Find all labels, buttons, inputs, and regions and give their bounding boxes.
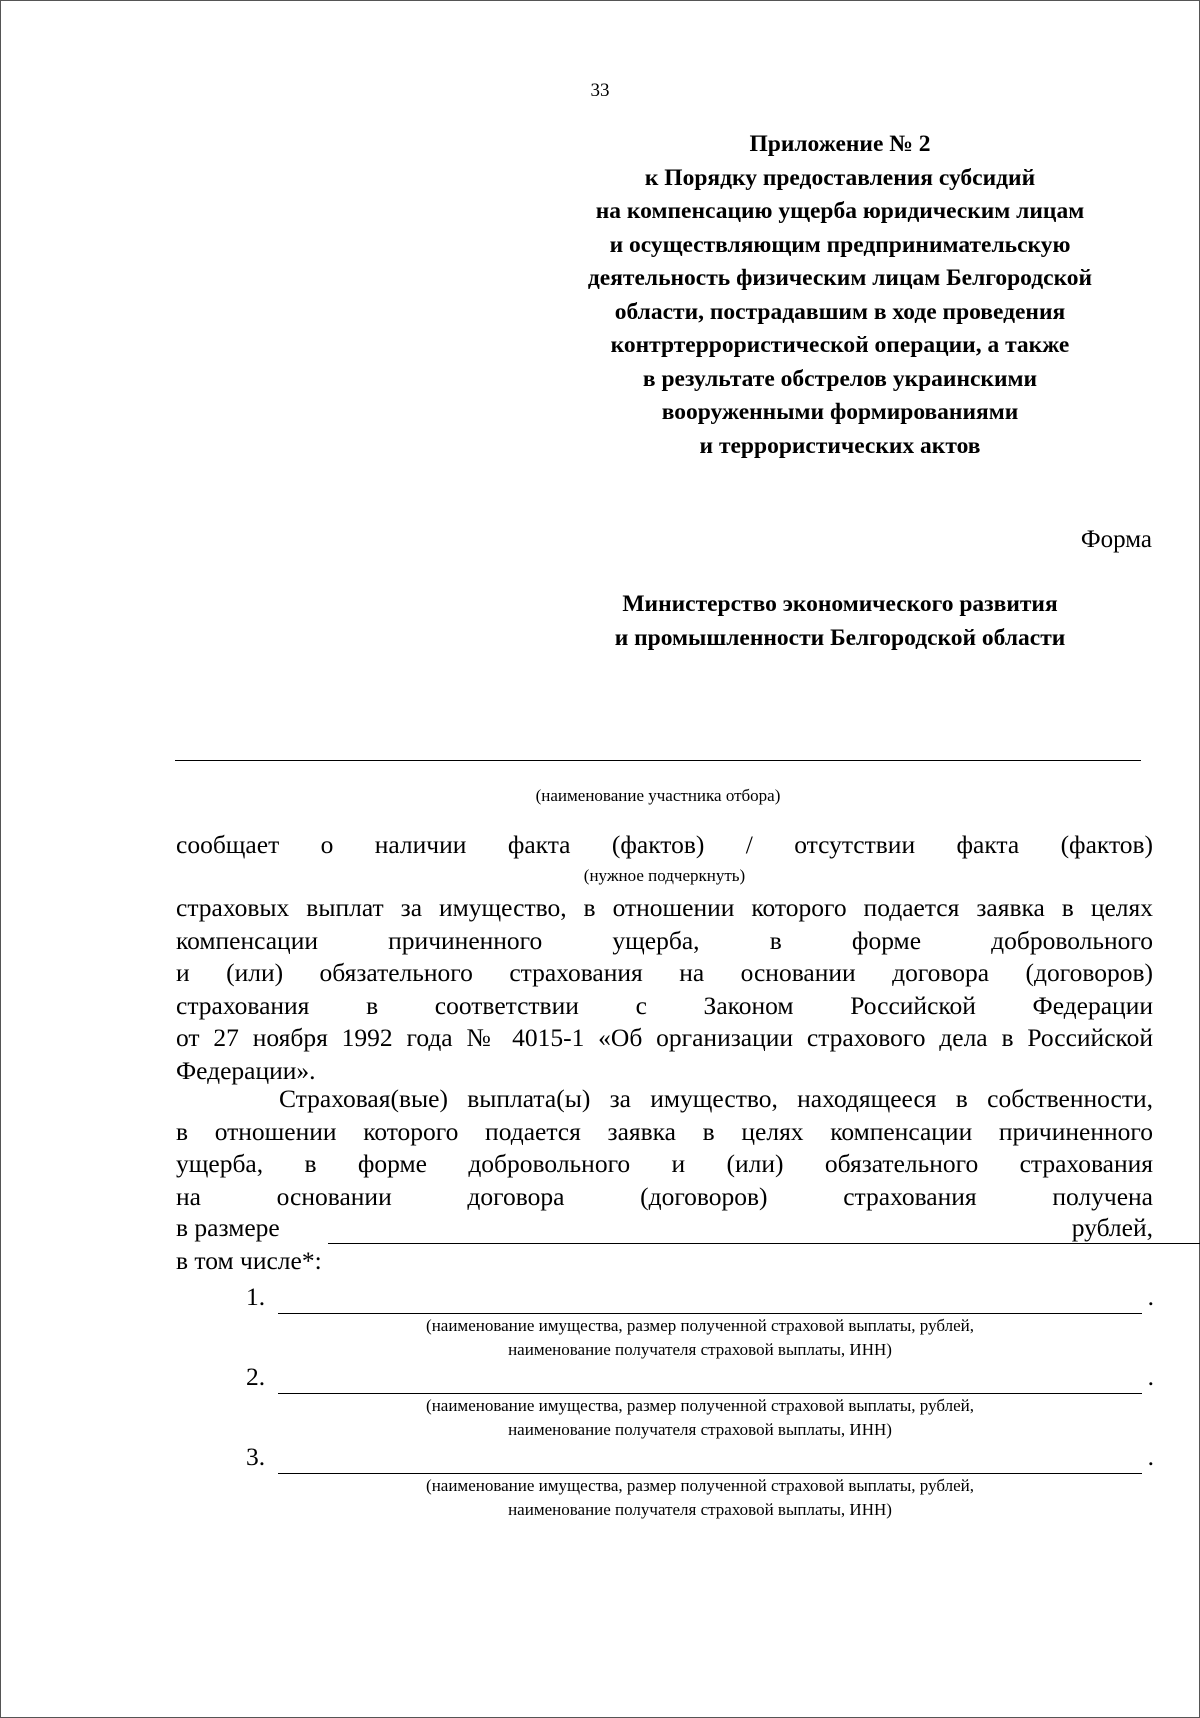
appendix-line: к Порядку предоставления субсидий: [644, 164, 1036, 191]
amount-unit: рублей,: [1071, 1213, 1153, 1242]
text-line: и (или) обязательного страхования на основании договора (договоров): [176, 958, 1153, 987]
word: сообщает: [176, 830, 280, 859]
participant-name-blank[interactable]: [175, 760, 1141, 761]
item-number: 3.: [246, 1442, 266, 1471]
text-line: Федерации».: [176, 1055, 316, 1085]
text-line: в отношении которого подается заявка в целях компенсации причиненного: [176, 1116, 1153, 1146]
appendix-line: в результате обстрелов украинскими: [642, 365, 1038, 392]
caption-line: наименование получателя страховой выплаты, ИНН): [508, 1420, 892, 1439]
appendix-line: и осуществляющим предпринимательскую: [609, 231, 1071, 258]
appendix-line: Приложение № 2: [749, 131, 931, 157]
list-item: [246, 1282, 1154, 1316]
item-caption: [290, 1314, 1110, 1362]
participant-caption: (наименование участника отбора): [535, 786, 781, 805]
paragraph2: [176, 1083, 1153, 1213]
appendix-line: контртеррористической операции, а также: [610, 332, 1070, 358]
caption-line: наименование получателя страховой выплаты, ИНН): [508, 1340, 892, 1359]
text-line: страховых выплат за имущество, в отношении которого подается заявка в целях: [176, 893, 1153, 922]
word: /: [745, 830, 753, 859]
amount-label: в размере: [176, 1213, 280, 1242]
caption-line: (наименование имущества, размер полученной страховой выплаты, рублей,: [426, 1476, 974, 1495]
appendix-line: области, пострадавшим в ходе проведения: [614, 298, 1066, 325]
form-label: Форма: [1080, 526, 1152, 553]
text-line: от 27 ноября 1992 года № 4015-1 «Об организации страхового дела в Российской: [176, 1023, 1153, 1052]
text-line: компенсации причиненного ущерба, в форме добровольного: [176, 925, 1153, 955]
ministry-line: и промышленности Белгородской области: [614, 624, 1066, 651]
ministry-line: Министерство экономического развития: [622, 591, 1058, 617]
caption-line: (наименование имущества, размер полученной страховой выплаты, рублей,: [426, 1316, 974, 1335]
page-number: 33: [590, 80, 610, 101]
appendix-line: деятельность физическим лицам Белгородской: [587, 265, 1093, 291]
appendix-line: вооруженными формированиями: [661, 399, 1019, 425]
word: (фактов): [1060, 830, 1154, 859]
text-line: страхования в соответствии с Законом Российской Федерации: [176, 990, 1153, 1020]
word: о наличии: [320, 830, 467, 859]
paragraph1: [176, 892, 1153, 1087]
text-line: на основании договора (договоров) страхования получена: [176, 1181, 1153, 1211]
item-caption: [290, 1394, 1110, 1442]
ministry-title: [540, 588, 1140, 655]
text-line: Страховая(вые) выплата(ы) за имущество, находящееся в собственности,: [279, 1084, 1153, 1113]
item-end: .: [1147, 1282, 1154, 1311]
caption-line: (наименование имущества, размер полученной страховой выплаты, рублей,: [426, 1396, 974, 1415]
underline-note: (нужное подчеркнуть): [583, 866, 746, 885]
text-line: ущерба, в форме добровольного и (или) обязательного страхования: [176, 1149, 1153, 1178]
item-end: .: [1147, 1362, 1154, 1391]
payment-amount-row: [176, 1213, 1153, 1247]
word: отсутствии: [794, 830, 916, 859]
item-number: 2.: [246, 1362, 266, 1391]
appendix-line: на компенсацию ущерба юридическим лицам: [595, 198, 1085, 224]
item-number: 1.: [246, 1282, 266, 1311]
list-item: [246, 1442, 1154, 1476]
paragraph1-first-line: [176, 829, 1153, 862]
word: (фактов): [611, 830, 705, 859]
caption-line: наименование получателя страховой выплаты, ИНН): [508, 1500, 892, 1519]
word: факта: [507, 830, 571, 859]
item-caption: [290, 1474, 1110, 1522]
item-end: .: [1147, 1442, 1154, 1471]
including-label: в том числе*:: [176, 1246, 322, 1275]
list-item: [246, 1362, 1154, 1396]
appendix-line: и террористических актов: [699, 432, 981, 459]
appendix-header: [540, 128, 1140, 463]
word: факта: [956, 830, 1020, 859]
amount-blank[interactable]: [328, 1243, 1200, 1244]
